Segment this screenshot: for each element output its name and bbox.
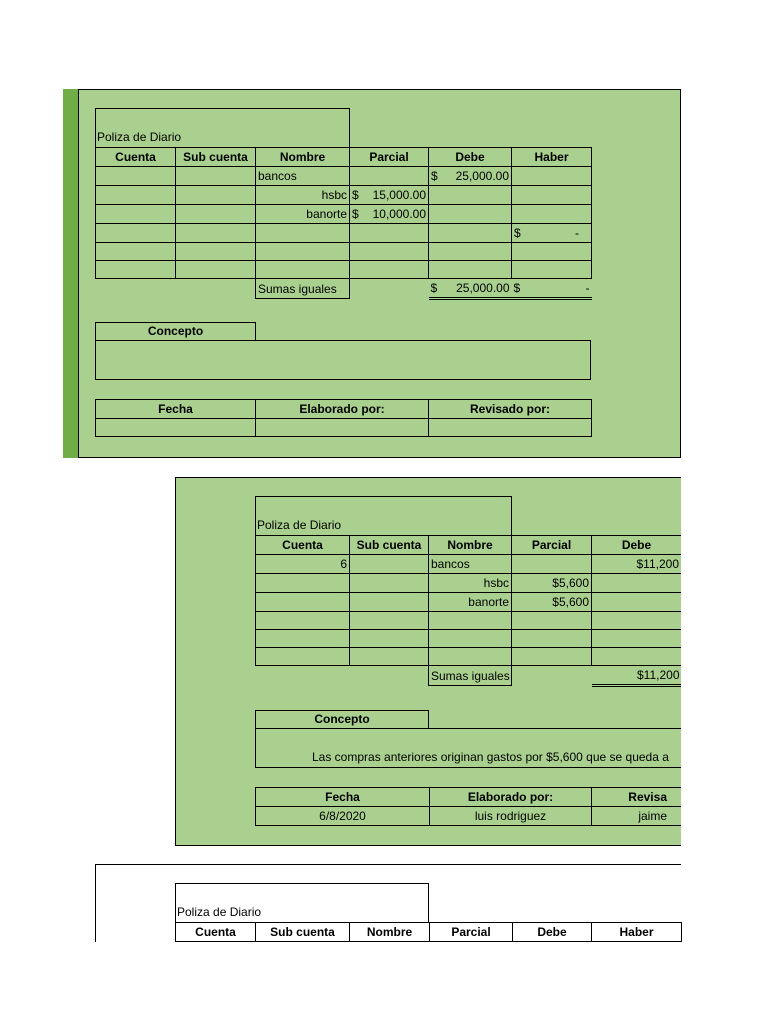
footer-table-1 [95,399,592,437]
debe-cell: $ 25,000.00 [429,167,512,186]
sub-cuenta-cell [176,243,256,261]
header-cuenta: Cuenta [256,536,350,555]
nombre-cell [256,243,350,261]
parcial-cell [350,243,429,261]
nombre-cell [429,630,512,648]
haber-cell [512,186,592,205]
debe-cell [592,593,682,612]
table-row [256,555,682,574]
nombre-cell: banorte [256,205,350,224]
parcial-cell [350,261,429,279]
table-header-row [176,923,682,942]
header-debe: Debe [513,923,592,942]
concepto-text: Las compras anteriores originan gastos por $5,600 que se queda a [312,750,669,764]
sub-cuenta-cell [350,574,429,593]
poliza-table-3 [175,922,682,942]
table-row [96,243,592,261]
sub-cuenta-cell [176,167,256,186]
header-parcial: Parcial [512,536,592,555]
header-cuenta: Cuenta [176,923,256,942]
sub-cuenta-cell [176,205,256,224]
cuenta-cell [96,186,176,205]
sumas-row [96,279,592,299]
header-elaborado: Elaborado por: [430,788,592,807]
cuenta-cell [96,224,176,243]
concepto-label: Concepto [314,712,370,726]
parcial-cell [512,630,592,648]
haber-cell [512,167,592,186]
nombre-cell: hsbc [429,574,512,593]
poliza-table-2-clip [255,535,681,695]
sumas-row [256,666,682,686]
empty-cell [96,279,176,299]
concepto-label-box [255,710,429,729]
header-debe: Debe [429,148,512,167]
poliza-panel-3-top-border [95,864,681,865]
nombre-cell [429,648,512,666]
table-row [256,612,682,630]
debe-cell [429,224,512,243]
header-sub-cuenta: Sub cuenta [176,148,256,167]
nombre-cell: bancos [429,555,512,574]
cuenta-cell [96,205,176,224]
cuenta-cell [256,648,350,666]
cuenta-cell [96,167,176,186]
revisado-value: jaime [592,807,682,826]
sub-cuenta-cell [350,555,429,574]
footer-table-2-clip [255,787,681,827]
parcial-cell [512,648,592,666]
parcial-cell: $ 10,000.00 [350,205,429,224]
header-nombre: Nombre [429,536,512,555]
sub-cuenta-cell [176,186,256,205]
header-parcial: Parcial [430,923,513,942]
debe-cell [429,205,512,224]
footer-table-2 [255,787,681,826]
sub-cuenta-cell [176,224,256,243]
table-header-row [256,536,682,555]
header-parcial: Parcial [350,148,429,167]
header-fecha: Fecha [256,788,430,807]
footer-header-row [256,788,682,807]
fecha-value: 6/8/2020 [256,807,430,826]
empty-cell [350,666,429,686]
concepto-label: Concepto [147,324,204,338]
concepto-field [95,340,591,380]
fecha-value [96,419,256,437]
empty-cell [176,279,256,299]
cuenta-cell: 6 [256,555,350,574]
header-debe: Debe [592,536,682,555]
elaborado-value [256,419,429,437]
empty-cell [350,279,429,299]
table-row [256,630,682,648]
debe-cell [592,648,682,666]
sub-cuenta-cell [350,648,429,666]
nombre-cell [256,261,350,279]
empty-cell [256,666,350,686]
table-row [96,261,592,279]
header-cuenta: Cuenta [96,148,176,167]
haber-cell [512,205,592,224]
nombre-cell: hsbc [256,186,350,205]
poliza-panel-3-left-border [95,864,96,942]
table-row [256,648,682,666]
revisado-value [429,419,592,437]
parcial-cell: $5,600 [512,593,592,612]
cuenta-cell [256,593,350,612]
footer-value-row [256,807,682,826]
page-title: Poliza de Diario [97,130,182,144]
concepto-label-box [95,322,256,341]
header-revisado: Revisa [592,788,682,807]
table-row [96,167,592,186]
debe-cell: $11,200 [592,555,682,574]
header-haber: Haber [512,148,592,167]
empty-cell [512,666,592,686]
footer-value-row [96,419,592,437]
concepto-field [255,728,681,768]
header-fecha: Fecha [96,400,256,419]
sumas-label: Sumas iguales [256,279,350,299]
header-revisado: Revisado por: [429,400,592,419]
sumas-label: Sumas iguales [429,666,512,686]
table-header-row [96,148,592,167]
elaborado-value: luis rodriguez [430,807,592,826]
parcial-cell [350,167,429,186]
header-sub-cuenta: Sub cuenta [350,536,429,555]
sumas-haber: $ - [512,279,592,299]
debe-cell [592,630,682,648]
nombre-cell: bancos [256,167,350,186]
header-sub-cuenta: Sub cuenta [256,923,350,942]
haber-cell [512,261,592,279]
page-title: Poliza de Diario [177,905,262,919]
header-nombre: Nombre [256,148,350,167]
sumas-debe: $11,200 [592,666,682,686]
sub-cuenta-cell [350,630,429,648]
parcial-cell: $ 15,000.00 [350,186,429,205]
parcial-cell [350,224,429,243]
header-nombre: Nombre [350,923,430,942]
sumas-debe: $ 25,000.00 [429,279,512,299]
nombre-cell [429,612,512,630]
cuenta-cell [256,574,350,593]
debe-cell [429,186,512,205]
haber-cell [512,243,592,261]
header-haber: Haber [592,923,682,942]
table-row [256,574,682,593]
debe-cell [429,243,512,261]
parcial-cell [512,555,592,574]
footer-header-row [96,400,592,419]
nombre-cell: banorte [429,593,512,612]
table-row [96,186,592,205]
cuenta-cell [256,630,350,648]
header-elaborado: Elaborado por: [256,400,429,419]
haber-cell: $ - [512,224,592,243]
page-title: Poliza de Diario [257,518,342,532]
debe-cell [592,574,682,593]
table-row [96,205,592,224]
sub-cuenta-cell [176,261,256,279]
cuenta-cell [96,243,176,261]
poliza-table-1 [95,147,592,300]
panel-accent-bar [63,89,79,458]
sub-cuenta-cell [350,593,429,612]
cuenta-cell [256,612,350,630]
parcial-cell: $5,600 [512,574,592,593]
poliza-table-2 [255,535,681,687]
table-row [96,224,592,243]
sub-cuenta-cell [350,612,429,630]
debe-cell [592,612,682,630]
debe-cell [429,261,512,279]
nombre-cell [256,224,350,243]
parcial-cell [512,612,592,630]
table-row [256,593,682,612]
cuenta-cell [96,261,176,279]
